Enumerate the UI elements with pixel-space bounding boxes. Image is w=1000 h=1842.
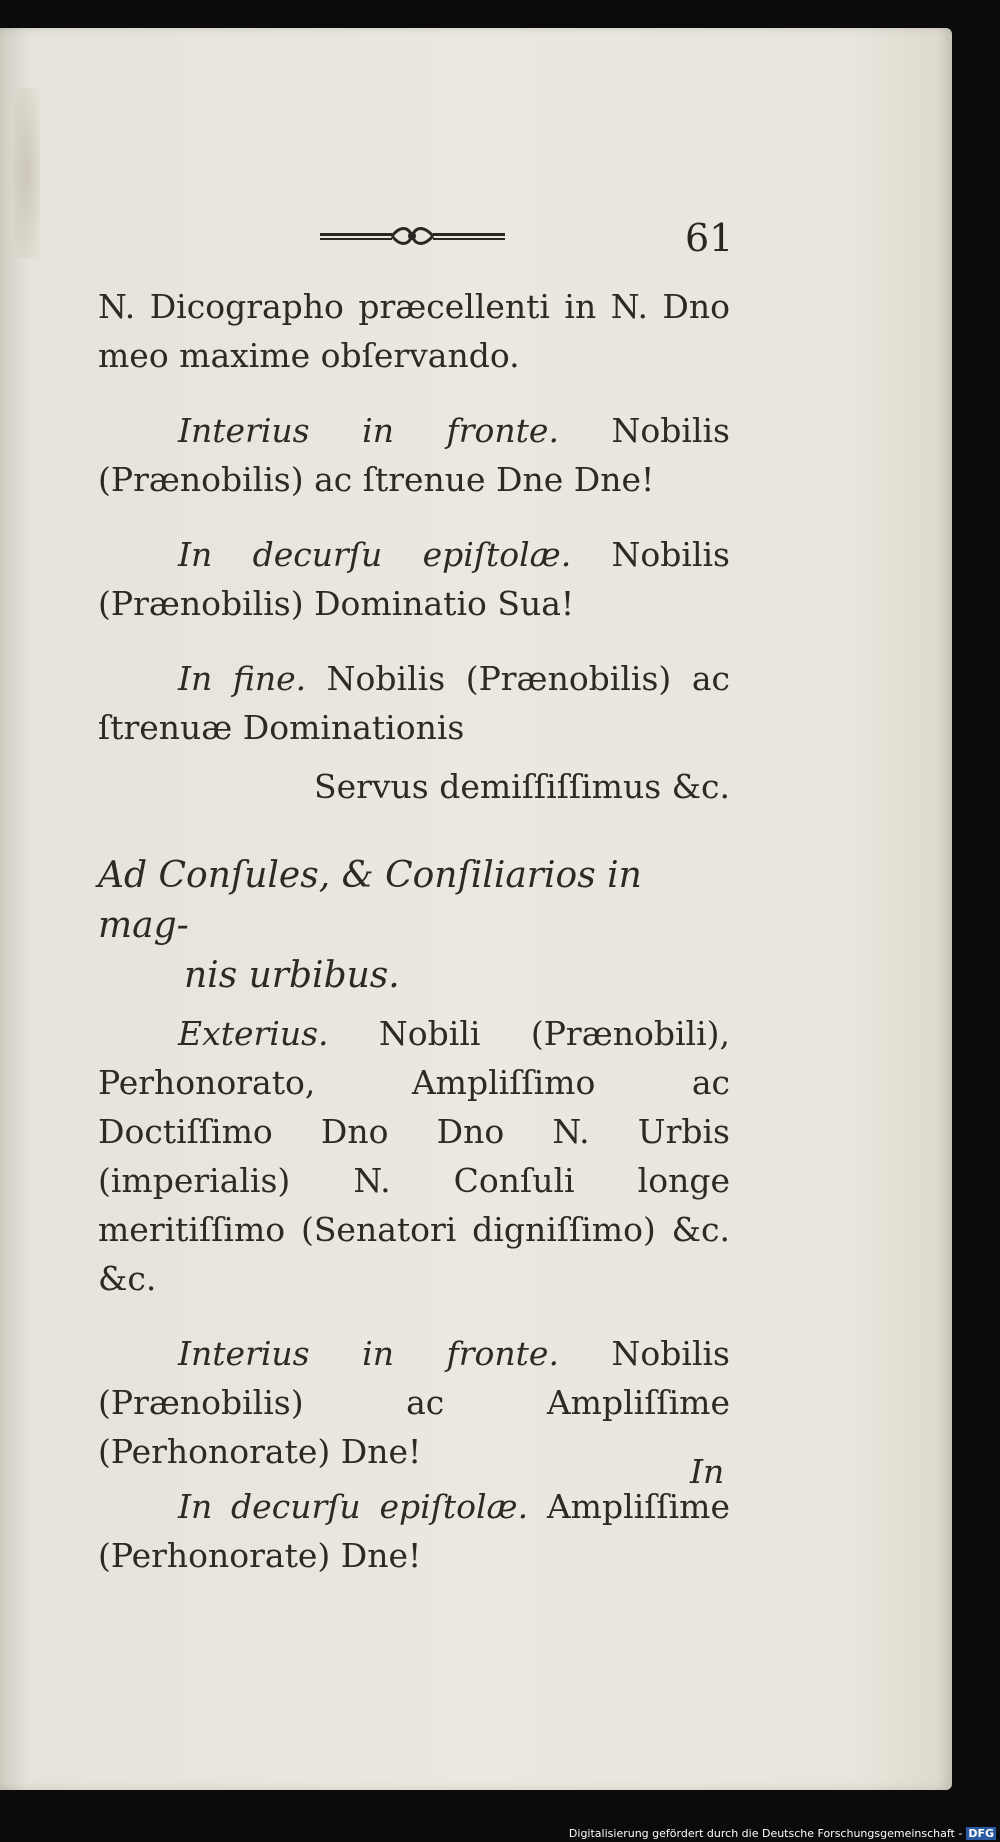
section-heading xyxy=(98,851,730,1001)
paragraph-text: Nobilis (Prænobilis) ac ſtrenuæ Dominationis xyxy=(98,659,730,747)
section-heading-line: Ad Conſules, & Conſiliarios in mag- xyxy=(98,855,642,946)
section-heading-line: nis urbibus. xyxy=(184,955,400,996)
catchword: In xyxy=(690,1452,725,1491)
address-text: N. Dicographo præcellenti in N. Dno meo maxime obſervando. xyxy=(98,287,730,375)
paragraph-label: Interius in fronte. xyxy=(178,1334,559,1373)
paragraph-text: Ampliſſime (Perhonorate) Dne! xyxy=(98,1487,731,1575)
footer-credit xyxy=(569,1827,996,1840)
paragraph-text: Nobilis (Prænobilis) ac Ampliſſime (Perhonorate) Dne! xyxy=(98,1334,730,1471)
paragraph-label: Interius in fronte. xyxy=(178,411,559,450)
paragraph-label: In fine. xyxy=(178,659,307,698)
paragraph-text: Nobili (Prænobili), Perhonorato, Ampliſſimo ac Doctiſſimo Dno Dno N. Urbis (imperialis) N. Conſuli longe meritiſſimo (Senatori digniſſimo) &c. &c. xyxy=(98,1014,730,1298)
page-stain xyxy=(14,88,40,258)
paragraph-exterius xyxy=(98,1009,730,1303)
address-paragraph xyxy=(98,282,730,380)
closing-line: Servus demiſſiſſimus &c. xyxy=(313,767,730,806)
page-header xyxy=(320,216,740,260)
page-number: 61 xyxy=(685,216,734,260)
paragraph-text: Nobilis (Prænobilis) ac ſtrenue Dne Dne! xyxy=(98,411,730,499)
paragraph-label: Exterius. xyxy=(178,1014,329,1053)
paragraph-label: In decurſu epiſtolæ. xyxy=(178,1487,529,1526)
footer-text: Digitalisierung gefördert durch die Deutsche Forschungsgemeinschaft - xyxy=(568,1827,963,1840)
paragraph-label: In decurſu epiſtolæ. xyxy=(178,535,572,574)
paragraph-decursu xyxy=(98,530,730,628)
paragraph-interius xyxy=(98,406,730,504)
paragraph-interius-2 xyxy=(98,1329,730,1476)
ornament-icon xyxy=(320,224,505,248)
paragraph-fine xyxy=(98,654,730,752)
text-block xyxy=(98,282,730,1606)
dfg-logo: DFG xyxy=(968,1827,994,1840)
paragraph-decursu-2 xyxy=(98,1482,730,1580)
paragraph-text: Nobilis (Prænobilis) Dominatio Sua! xyxy=(98,535,730,623)
